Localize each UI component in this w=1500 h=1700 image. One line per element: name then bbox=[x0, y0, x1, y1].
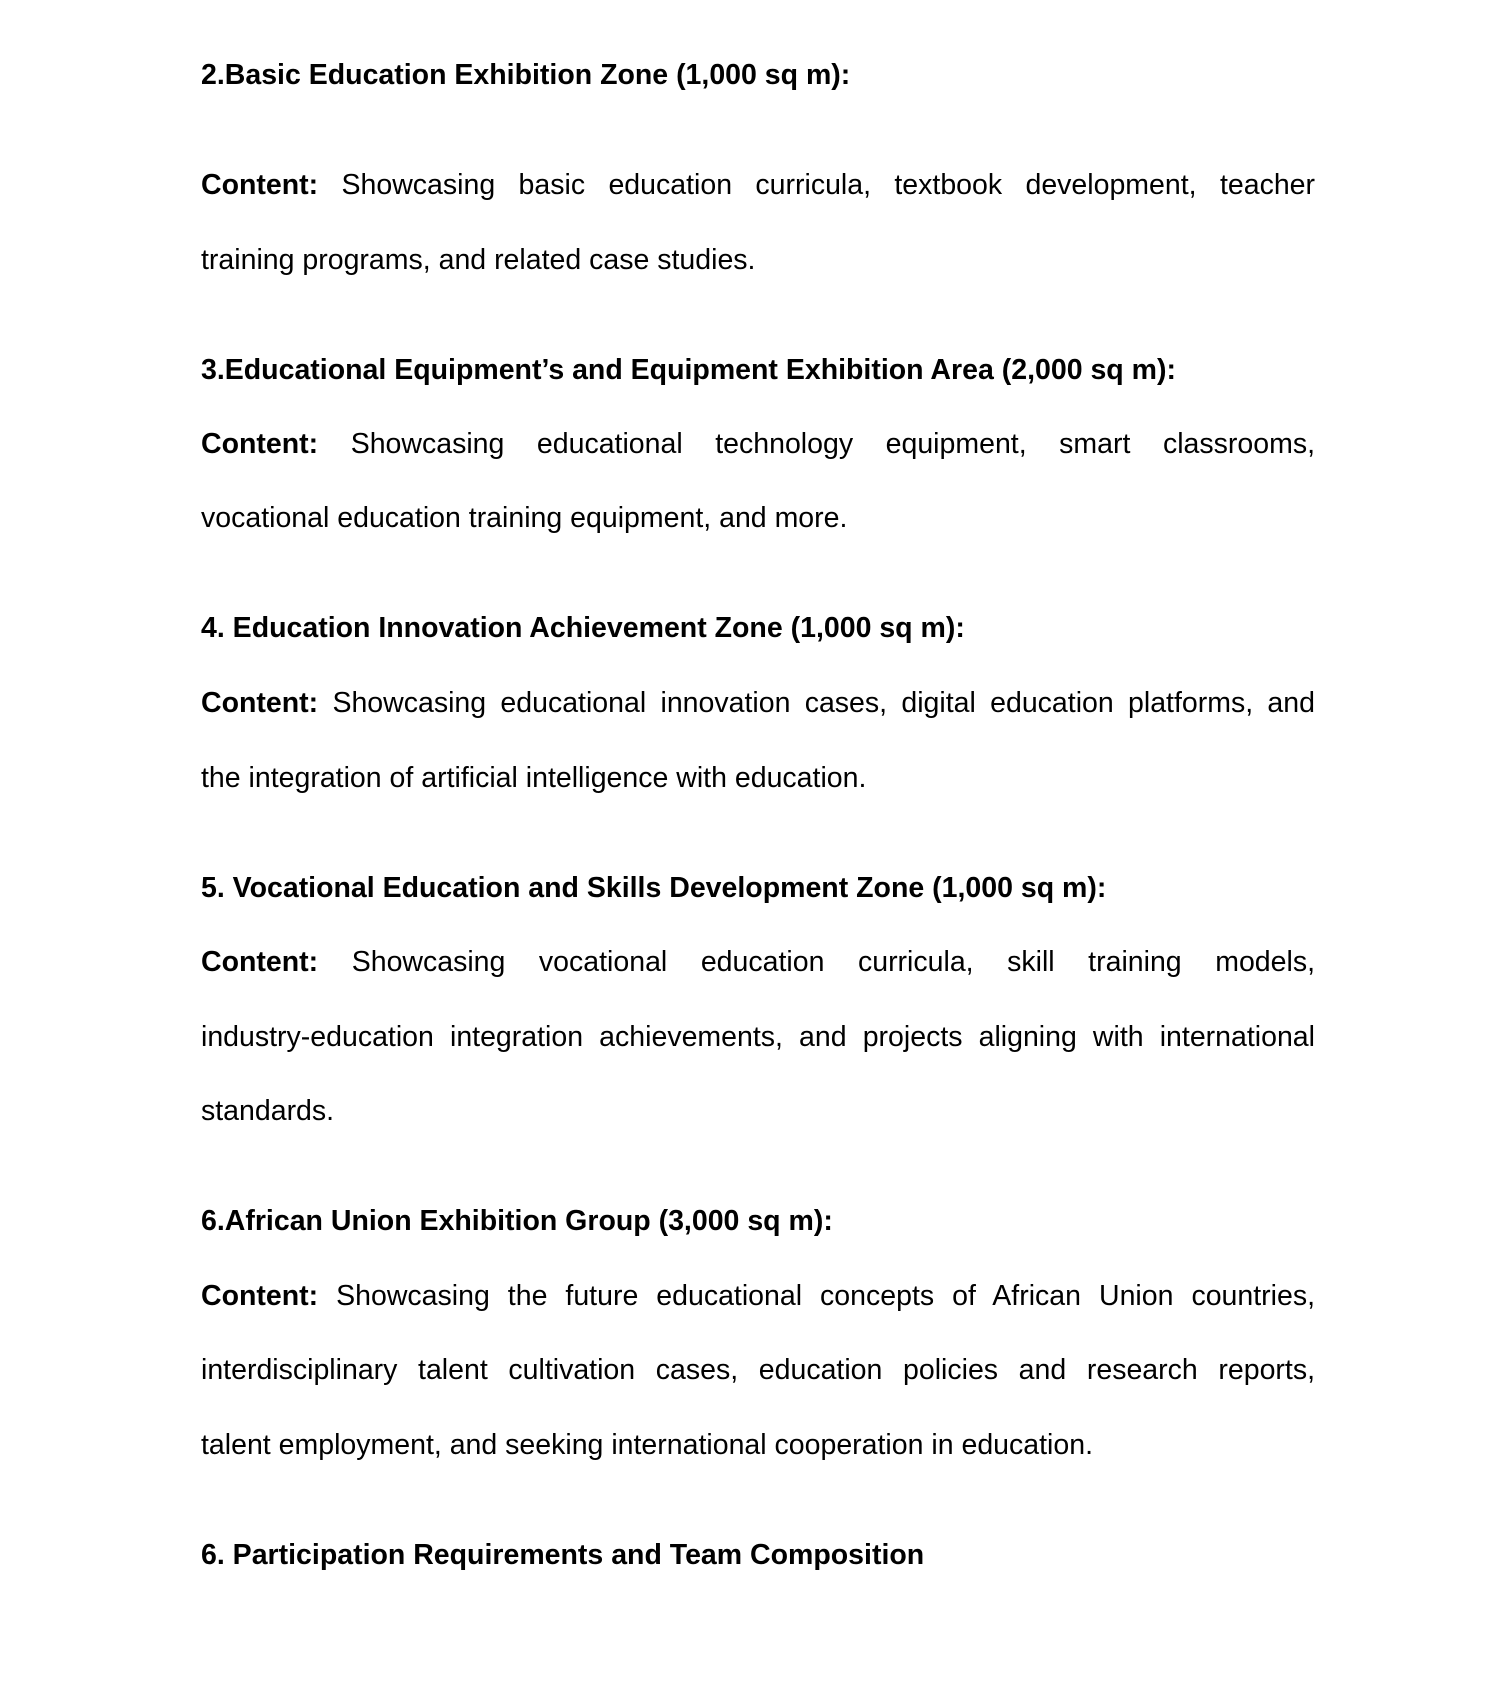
section-content-line: training programs, and related case studies. bbox=[201, 244, 756, 276]
section-content-line bbox=[201, 1278, 1315, 1314]
section-heading-participation: 6. Participation Requirements and Team Composition bbox=[201, 1539, 925, 1571]
content-text: Showcasing educational technology equipment, smart classrooms, bbox=[350, 428, 1315, 460]
content-label: Content: bbox=[201, 946, 319, 978]
section-heading-equipment: 3.Educational Equipment’s and Equipment Exhibition Area (2,000 sq m): bbox=[201, 354, 1176, 386]
section-content-line bbox=[201, 167, 1315, 203]
content-label: Content: bbox=[201, 687, 319, 719]
section-content-line bbox=[201, 426, 1315, 462]
section-content-line: industry-education integration achievements, and projects aligning with international bbox=[201, 1021, 1315, 1053]
section-content-line: talent employment, and seeking international cooperation in education. bbox=[201, 1429, 1094, 1461]
content-label: Content: bbox=[201, 1280, 319, 1312]
content-text: Showcasing vocational education curricula, skill training models, bbox=[351, 946, 1316, 978]
content-text: Showcasing basic education curricula, textbook development, teacher bbox=[341, 169, 1316, 201]
section-content-line: interdisciplinary talent cultivation cases, education policies and research reports, bbox=[201, 1354, 1315, 1386]
section-heading-vocational: 5. Vocational Education and Skills Development Zone (1,000 sq m): bbox=[201, 872, 1107, 904]
content-label: Content: bbox=[201, 169, 319, 201]
section-heading-african-union: 6.African Union Exhibition Group (3,000 sq m): bbox=[201, 1205, 833, 1237]
content-label: Content: bbox=[201, 428, 319, 460]
section-content-line: the integration of artificial intelligence with education. bbox=[201, 762, 867, 794]
section-content-line: standards. bbox=[201, 1095, 335, 1127]
section-heading-innovation: 4. Education Innovation Achievement Zone (1,000 sq m): bbox=[201, 612, 965, 644]
section-content-line: vocational education training equipment, and more. bbox=[201, 502, 848, 534]
section-content-line bbox=[201, 944, 1315, 980]
content-text: Showcasing the future educational concepts of African Union countries, bbox=[336, 1280, 1316, 1312]
content-text: Showcasing educational innovation cases, digital education platforms, and bbox=[332, 687, 1315, 719]
section-heading-basic-education: 2.Basic Education Exhibition Zone (1,000 sq m): bbox=[201, 59, 851, 91]
section-content-line bbox=[201, 685, 1315, 721]
